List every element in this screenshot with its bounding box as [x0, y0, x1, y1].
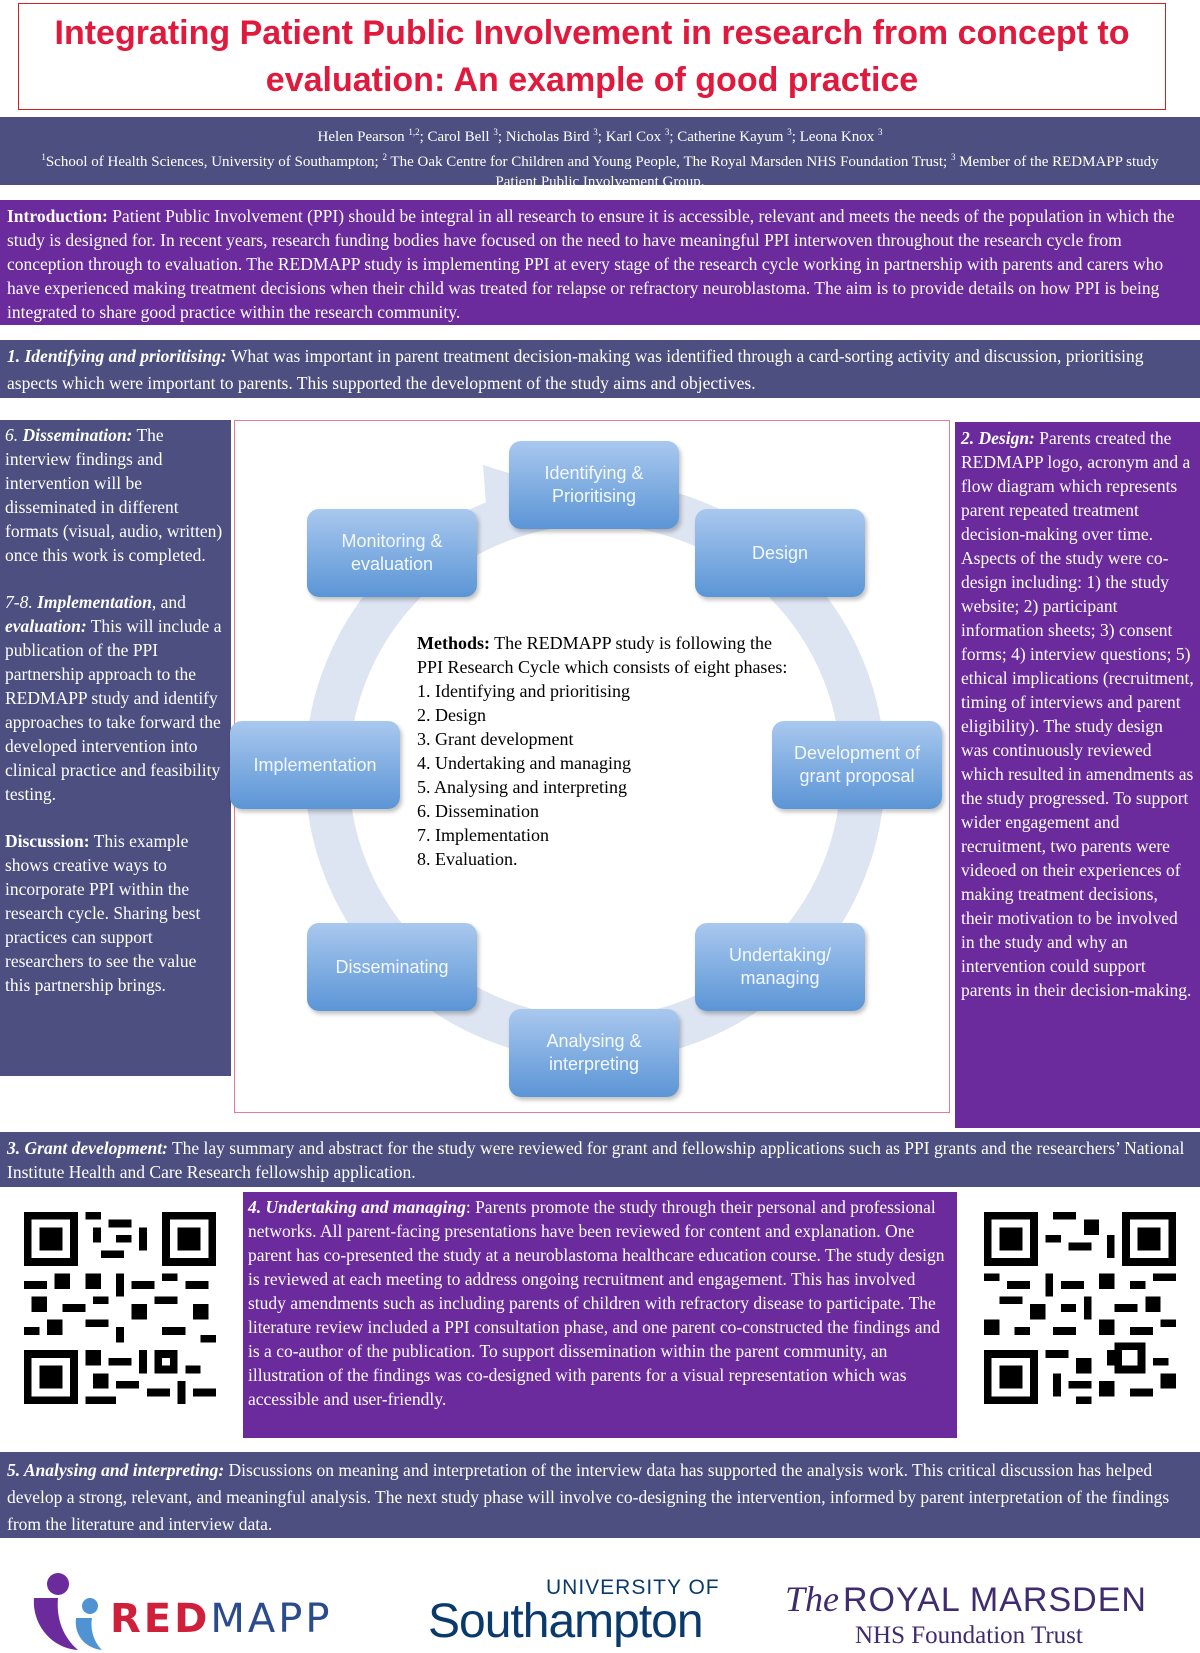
methods-text: The REDMAPP study is following the PPI Research Cycle which consists of eight phases:	[417, 633, 788, 677]
list-item: 2. Design	[417, 705, 486, 725]
list-item: 6. Dissemination	[417, 801, 539, 821]
introduction-heading: Introduction:	[7, 206, 108, 226]
left-column	[0, 420, 231, 1076]
section-dissemination	[5, 423, 226, 567]
section-analysing	[0, 1452, 1200, 1538]
section-discussion-text: This example shows creative ways to incorporate PPI within the research cycle. Sharing best practices can support researchers to see the value this partnership brings.	[5, 831, 201, 995]
section-analysing-text: Discussions on meaning and interpretation of the interview data has supported the analysis work. This critical discussion has helped develop a strong, relevant, and meaningful analysis. The next study phase will involve co-designing the intervention, informed by parent interpretation of the findings from the literature and interview data.	[7, 1460, 1170, 1534]
qr-code-left[interactable]	[24, 1212, 216, 1404]
southampton-logo	[428, 1578, 748, 1653]
authors-banner	[0, 117, 1200, 190]
redmapp-red: RED	[110, 1596, 211, 1642]
section-dissemination-heading: Dissemination:	[18, 425, 133, 445]
affiliation-sup-1: 1	[41, 152, 46, 162]
section-evaluation-heading: evaluation:	[5, 616, 87, 636]
section-design-heading: 2. Design:	[961, 428, 1035, 448]
southampton-top: UNIVERSITY OF	[546, 1576, 720, 1599]
cycle-node-identifying: Identifying & Prioritising	[509, 441, 679, 529]
affiliation-2: The Oak Centre for Children and Young People, The Royal Marsden NHS Foundation Trust;	[386, 154, 951, 170]
list-item: 7. Implementation	[417, 825, 549, 845]
right-column-design	[955, 422, 1200, 1128]
cycle-node-design: Design	[695, 509, 865, 597]
list-item: 8. Evaluation.	[417, 849, 518, 869]
redmapp-logo	[30, 1568, 390, 1653]
affiliation-3: Member of the REDMAPP study Patient Public Involvement Group.	[495, 154, 1159, 190]
rm-main: ROYAL MARSDEN	[843, 1581, 1147, 1619]
cycle-node-disseminating: Disseminating	[307, 923, 477, 1011]
author-affiliation-sup: 3	[664, 127, 670, 137]
author-affiliation-sup: 3	[593, 127, 598, 137]
section-implementation-text: This will include a publication of the PPI partnership approach to the REDMAPP study and identify approaches to take forward the developed intervention into clinical practice and feasibility testing.	[5, 616, 222, 804]
section-discussion-heading: Discussion:	[5, 831, 90, 851]
author-affiliation-sup: 1,2	[408, 127, 420, 137]
affiliation-sup-3: 3	[950, 152, 956, 162]
section-implementation-mid: , and	[151, 592, 186, 612]
author-affiliation-sup: 3	[787, 127, 792, 137]
poster-title: Integrating Patient Public Involvement in research from concept to evaluation: An example of good practice	[54, 13, 1130, 99]
introduction-text: Patient Public Involvement (PPI) should be integral in all research to ensure it is accessible, relevant and meets the needs of the population in which the study is designed for. In recent years, research funding bodies have focused on the need to have meaningful PPI interwoven throughout the research cycle from conception through to evaluation. The REDMAPP study is implementing PPI at every stage of the research cycle working in partnership with parents and carers who have experienced making treatment decisions when their child was treated for relapse or refractory neuroblastoma. The aim is to provide details on how PPI is being integrated to share good practice within the research community.	[7, 206, 1175, 322]
section-dissemination-text: The interview findings and intervention will be disseminated in different formats (visual, audio, written) once this work is completed.	[5, 425, 223, 565]
cycle-node-analysing: Analysing & interpreting	[509, 1009, 679, 1097]
introduction-section	[0, 200, 1200, 325]
section-implementation	[5, 590, 226, 806]
list-item: 4. Undertaking and managing	[417, 753, 631, 773]
cycle-node-monitoring: Monitoring & evaluation	[307, 509, 477, 597]
section-undertaking	[243, 1192, 957, 1438]
author-affiliation-sup: 3	[877, 127, 883, 137]
cycle-node-undertaking: Undertaking/ managing	[695, 923, 865, 1011]
section-identifying-text: What was important in parent treatment decision-making was identified through a card-sorting activity and discussion, prioritising aspects which were important to parents. This supported the development of the study aims and objectives.	[7, 346, 1144, 393]
author-name: ; Nicholas Bird	[497, 129, 594, 145]
methods-phase-list	[417, 679, 797, 871]
author-name: Helen Pearson	[317, 129, 409, 145]
section-implementation-heading: Implementation	[32, 592, 152, 612]
affiliation-1: School of Health Sciences, University of Southampton;	[45, 154, 383, 170]
southampton-main: Southampton	[428, 1595, 703, 1648]
author-list	[20, 122, 1180, 147]
section-identifying-heading: 1. Identifying and prioritising:	[7, 346, 227, 366]
section-implementation-num: 7-8.	[5, 592, 33, 612]
author-name: ; Carol Bell	[419, 129, 494, 145]
royal-marsden-wordmark	[785, 1578, 1147, 1620]
section-analysing-heading: 5. Analysing and interpreting:	[7, 1460, 225, 1480]
list-item: 1. Identifying and prioritising	[417, 681, 630, 701]
section-undertaking-text: : Parents promote the study through their personal and professional networks. All parent-facing presentations have been reviewed for content and explanation. One parent has co-presented the study at a neuroblastoma healthcare education course. The study design is reviewed at each meeting to address ongoing recruitment and engagement. This has involved study amendments such as including parents of children with refractory disease to participate. The literature review included a PPI consultation phase, and one parent co-constructed the findings and is a co-author of the publication. To support dissemination within the parent community, an illustration of the findings was co-designed with parents for a visual representation which was accessible and user-friendly.	[248, 1197, 945, 1409]
author-name: ; Leona Knox	[791, 129, 878, 145]
author-name: ; Catherine Kayum	[669, 129, 788, 145]
poster-title-box	[18, 3, 1166, 110]
author-name: ; Karl Cox	[597, 129, 665, 145]
methods-text-block	[417, 631, 797, 871]
section-identifying	[0, 340, 1200, 398]
cycle-node-grant: Development of grant proposal	[772, 721, 942, 809]
section-design-text: Parents created the REDMAPP logo, acronym and a flow diagram which represents parent repeated treatment decision-making over time. Aspects of the study were co-design including: 1) the study website; 2) participant information sheets; 3) consent forms; 4) interview questions; 5) ethical implications (recruitment, timing of interviews and parent eligibility). The study design was continuously reviewed which resulted in amendments as the study progressed. To support wider engagement and recruitment, two parents were videoed on their experiences of making treatment decisions, their motivation to be involved in the study and why an intervention could support parents in their decision-making.	[961, 428, 1194, 1000]
list-item: 5. Analysing and interpreting	[417, 777, 627, 797]
research-cycle-diagram	[234, 420, 950, 1113]
cycle-node-implementation: Implementation	[230, 721, 400, 809]
author-affiliation-sup: 3	[493, 127, 498, 137]
section-undertaking-heading: 4. Undertaking and managing	[248, 1197, 466, 1217]
redmapp-blue: MAPP	[210, 1596, 333, 1642]
affiliation-sup-2: 2	[382, 152, 387, 162]
section-grant-text: The lay summary and abstract for the study were reviewed for grant and fellowship applications such as PPI grants and the researchers’ National Institute Health and Care Research fellowship application.	[7, 1138, 1185, 1182]
redmapp-wordmark	[110, 1594, 332, 1644]
qr-code-right[interactable]	[984, 1212, 1176, 1404]
rm-the: The	[785, 1579, 839, 1619]
list-item: 3. Grant development	[417, 729, 574, 749]
affiliations	[20, 147, 1180, 192]
section-grant	[0, 1132, 1200, 1187]
section-dissemination-num: 6.	[5, 425, 19, 445]
royal-marsden-logo	[785, 1578, 1185, 1653]
rm-sub: NHS Foundation Trust	[855, 1622, 1083, 1649]
methods-heading: Methods:	[417, 633, 490, 653]
section-discussion	[5, 829, 226, 997]
section-grant-heading: 3. Grant development:	[7, 1138, 168, 1158]
